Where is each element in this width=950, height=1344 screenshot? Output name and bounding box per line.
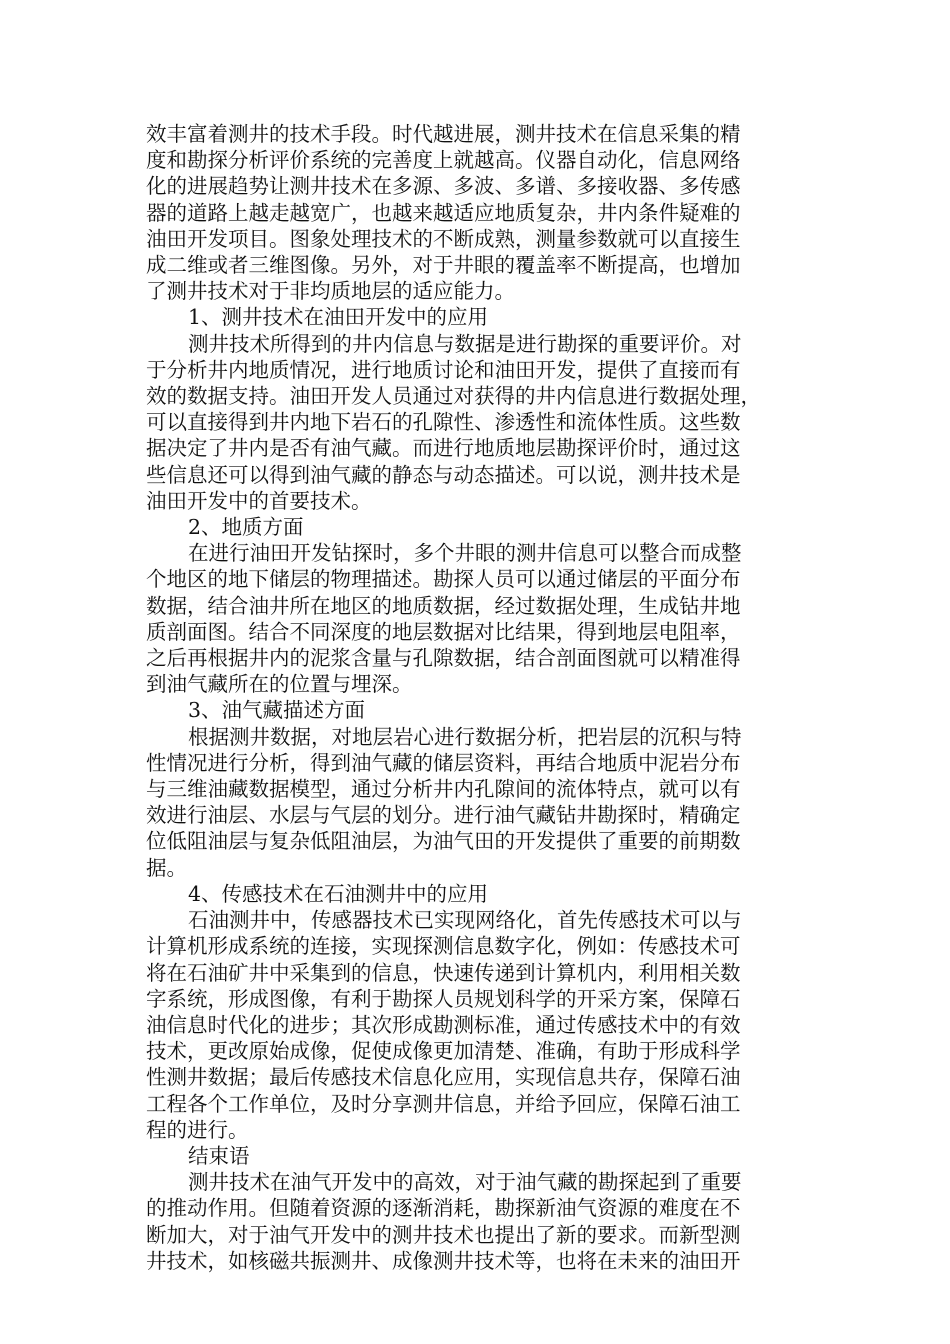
text-line: 到油气藏所在的位置与埋深。 [146,672,413,697]
text-line: 些信息还可以得到油气藏的静态与动态描述。可以说，测井技术是 [146,462,741,487]
document-page [146,121,798,1274]
text-line: 断加大，对于油气开发中的测井技术也提出了新的要求。而新型测 [146,1222,741,1247]
text-line: 数据，结合油井所在地区的地质数据，经过数据处理，生成钻井地 [146,593,741,618]
text-line: 之后再根据井内的泥浆含量与孔隙数据，结合剖面图就可以精准得 [146,646,741,671]
text-line: 性测井数据；最后传感技术信息化应用，实现信息共存，保障石油 [146,1065,741,1090]
text-line: 将在石油矿井中采集到的信息，快速传递到计算机内，利用相关数 [146,960,741,985]
text-line: 据。 [146,855,187,880]
text-line: 效丰富着测井的技术手段。时代越进展，测井技术在信息采集的精 [146,122,741,146]
text-line: 井技术，如核磁共振测井、成像测井技术等，也将在未来的油田开 [146,1248,741,1273]
text-line: 器的道路上越走越宽广，也越来越适应地质复杂，井内条件疑难的 [146,200,741,225]
text-line: 性情况进行分析，得到油气藏的储层资料，再结合地质中泥岩分布 [146,750,741,775]
text-line: 个地区的地下储层的物理描述。勘探人员可以通过储层的平面分布 [146,567,741,592]
text-line: 计算机形成系统的连接，实现探测信息数字化，例如：传感技术可 [146,934,741,959]
text-line: 化的进展趋势让测井技术在多源、多波、多谱、多接收器、多传感 [146,174,741,199]
text-line: 油田开发项目。图象处理技术的不断成熟，测量参数就可以直接生 [146,226,741,251]
text-line: 油信息时代化的进步；其次形成勘测标准，通过传感技术中的有效 [146,1012,741,1037]
text-line: 石油测井中，传感器技术已实现网络化，首先传感技术可以与 [188,908,742,933]
text-line: 与三维油藏数据模型，通过分析井内孔隙间的流体特点，就可以有 [146,777,741,802]
text-line: 字系统，形成图像，有利于勘探人员规划科学的开采方案，保障石 [146,986,741,1011]
text-line: 效的数据支持。油田开发人员通过对获得的井内信息进行数据处理， [146,384,761,409]
text-line: 的推动作用。但随着资源的逐渐消耗，勘探新油气资源的难度在不 [146,1196,741,1221]
section-heading: 2、地质方面 [188,515,304,540]
text-line: 度和勘探分析评价系统的完善度上就越高。仪器自动化，信息网络 [146,148,741,173]
text-line: 根据测井数据，对地层岩心进行数据分析，把岩层的沉积与特 [188,724,742,749]
text-line: 据决定了井内是否有油气藏。而进行地质地层勘探评价时，通过这 [146,436,741,461]
text-line: 工程各个工作单位，及时分享测井信息，并给予回应，保障石油工 [146,1091,741,1116]
text-line: 程的进行。 [146,1117,249,1142]
text-line: 技术，更改原始成像，促使成像更加清楚、准确，有助于形成科学 [146,1039,741,1064]
text-line: 质剖面图。结合不同深度的地层数据对比结果，得到地层电阻率， [146,619,741,644]
text-line: 测井技术在油气开发中的高效，对于油气藏的勘探起到了重要 [188,1170,742,1195]
section-heading: 1、测井技术在油田开发中的应用 [188,305,489,330]
text-line: 成二维或者三维图像。另外，对于井眼的覆盖率不断提高，也增加 [146,253,741,278]
text-line: 于分析井内地质情况，进行地质讨论和油田开发，提供了直接而有 [146,357,741,382]
section-heading: 3、油气藏描述方面 [188,698,366,723]
text-line: 了测井技术对于非均质地层的适应能力。 [146,279,515,304]
text-line: 位低阻油层与复杂低阻油层，为油气田的开发提供了重要的前期数 [146,829,741,854]
section-heading: 4、传感技术在石油测井中的应用 [188,881,489,906]
section-heading: 结束语 [188,1143,250,1168]
text-line: 效进行油层、水层与气层的划分。进行油气藏钻井勘探时，精确定 [146,803,741,828]
text-line: 可以直接得到井内地下岩石的孔隙性、渗透性和流体性质。这些数 [146,410,741,435]
text-line: 在进行油田开发钻探时，多个井眼的测井信息可以整合而成整 [188,541,742,566]
text-line: 测井技术所得到的井内信息与数据是进行勘探的重要评价。对 [188,331,742,356]
text-line: 油田开发中的首要技术。 [146,488,372,513]
